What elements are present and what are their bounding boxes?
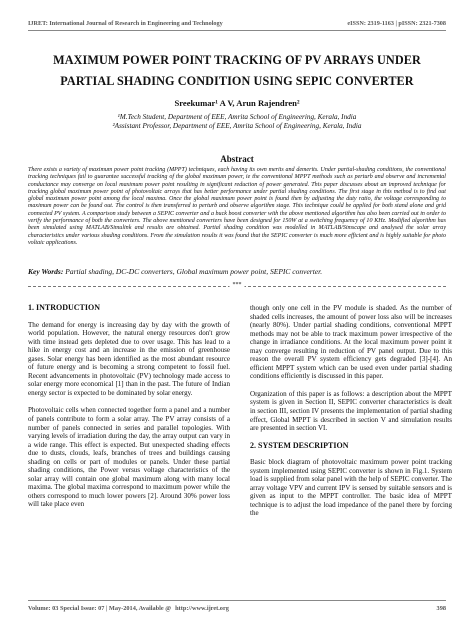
volume-info: Volume: 03 Special Issue: 07 | May-2014, Available @ <box>28 605 172 612</box>
left-column <box>28 304 230 518</box>
organization-paragraph: Organization of this paper is as follows: a description about the MPPT system is given in Section II, SEPIC converter characteristics is dealt in section III, section IV presents the implementation of partial shading effect, Global MPPT is described in section V and simulation results are presented in section VI. <box>250 389 452 433</box>
system-description-paragraph: Basic block diagram of photovoltaic maximum power point tracking system implemented using SEPIC converter is shown in Fig.1. System load is supplied from solar panel with the help of SEPIC converter. The array voltage VPV and current IPV is sensed by suitable sensors and is given as input to the MPPT controller. The basic idea of MPPT technique is to adjust the load impedance of the panel there by forcing the <box>250 458 452 518</box>
page-number: 398 <box>436 605 446 612</box>
intro-paragraph-2: Photovoltaic cells when connected together form a panel and a number of panels contribute to form a solar array. The PV array consists of a number of panels connected in series and parallel topologies. With varying levels of irradiation during the day, the array output can vary in a wide range. This effect is expected. But unexpected shading effects due to dusts, clouds, leafs, branches of trees and buildings causing shading on cells or part of modules or panels. Under these partial shading conditions, the Power versus voltage characteristics of the solar array will contain one global maximum along with many local maxima. The global maxima correspond to maximum power while the others correspond to much lower powers [2]. Around 30% power loss will take place even <box>28 406 230 509</box>
section-divider <box>28 282 446 288</box>
intro-paragraph-1: The demand for energy is increasing day by day with the growth of world population. However, the natural energy resources don't grow with time instead gets depleted due to over usage. This has lead to a hike in energy cost and an increase in the emission of greenhouse gases. Solar energy has been identified as the most abundant resource of future energy and is becoming a strong competent to fossil fuel. Recent advancements in photovoltaic (PV) technology made access to solar energy more economical [1] than in the past. The future of Indian energy sector is expected to be dominated by solar energy. <box>28 320 230 397</box>
keywords <box>28 267 446 276</box>
authors: Sreekumar¹ A V, Arun Rajendren² <box>174 98 300 108</box>
intro-heading: 1. INTRODUCTION <box>28 303 101 312</box>
abstract-heading: Abstract <box>220 154 254 164</box>
journal-url[interactable]: http://www.ijret.org <box>175 605 229 612</box>
page-footer <box>28 600 446 612</box>
keywords-text: Partial shading, DC-DC converters, Global maximum power point, SEPIC converter. <box>63 267 323 276</box>
title-line-1: MAXIMUM POWER POINT TRACKING OF PV ARRAYS UNDER <box>53 53 421 67</box>
journal-name: IJRET: International Journal of Research in Engineering and Technology <box>28 20 223 27</box>
title-line-2: PARTIAL SHADING CONDITION USING SEPIC CONVERTER <box>60 74 414 88</box>
affiliation-1: ¹M.Tech Student, Department of EEE, Amrita School of Engineering, Kerala, India <box>117 113 357 121</box>
system-description-heading: 2. SYSTEM DESCRIPTION <box>250 440 349 450</box>
intro-paragraph-3: though only one cell in the PV module is shaded. As the number of shaded cells increases, the amount of power loss also will be increases (nearly 80%). Under partial shading conditions, conventional MPPT methods may not be able to track maximum power irrespective of the change in irradiance conditions. At the local maximum power point it may converge resulting in reduction of PV panel output. Due to this reason the overall PV system efficiency gets degraded [3]-[4]. An efficient MPPT system which can be used even under partial shading conditions efficiently is discussed in this paper. <box>250 304 452 381</box>
journal-header <box>28 20 446 31</box>
divider-mark: *** <box>230 282 245 288</box>
abstract-text: There exists a variety of maximum power point tracking (MPPT) techniques, each having its own merits and demerits. Under partial-shading conditions, the conventional tracking techniques fail to guarantee successful tracking of the global maximum power, ie the conventional MPPT methods such as perturb and observe and incremental conductance may converge on local maximum power point resulting in significant reduction of power generated. This paper discusses about an improved technique for tracking global maximum power point of photovoltaic arrays that has better performance under partial shading conditions. The first stage in this method is to find out global maximum power point among the local maxima. Once the global maximum power point is found then by adjusting the duty ratio, the voltage corresponding to maximum power can be found out. The control is then transferred to perturb and observe algorithm stage. This technique could be applied for both stand alone and grid connected PV system. A comparison study between a SEPIC converter and a buck boost converter with the above mentioned algorithm has also been carried out in order to verify the performance of both the converters. The above mentioned converters have been designed for 150W at a switching frequency of 10 KHz. Modified algorithm has been simulated using MATLAB/Simulink and results are obtained. Partial shading condition was modelled in MATLAB/Simscape and analysed the solar array characteristics under various shading conditions. From the simulation results it was found that the SEPIC converter is much more efficient and is highly suitable for photo voltaic applications. <box>28 167 446 246</box>
issn: eISSN: 2319-1163 | pISSN: 2321-7308 <box>347 20 446 27</box>
paper-title <box>28 50 446 92</box>
affiliation-2: ²Assistant Professor, Department of EEE, Amrita School of Engineering, Kerala, India <box>112 122 362 130</box>
right-column <box>250 304 452 527</box>
keywords-label: Key Words: <box>28 267 64 276</box>
